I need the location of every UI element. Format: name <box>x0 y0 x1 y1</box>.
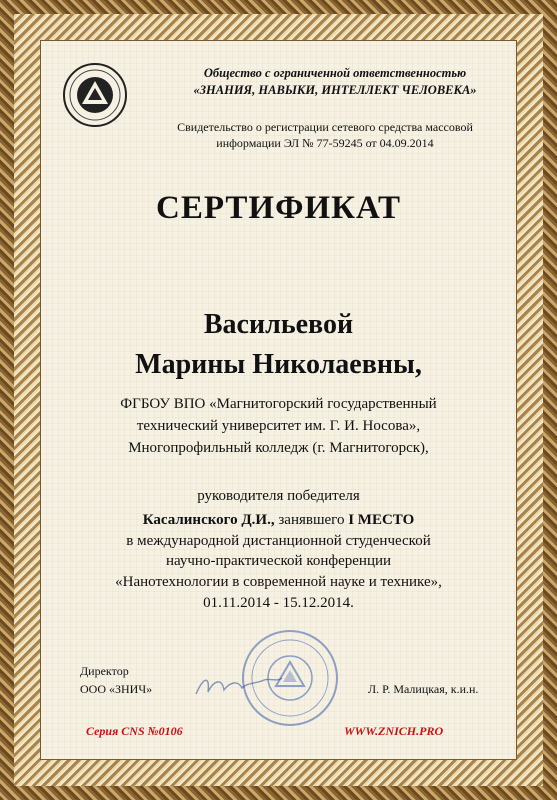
company-logo-icon <box>62 62 128 128</box>
institution-line-2: технический университет им. Г. И. Носова», <box>136 418 421 434</box>
winner-name: Касалинского Д.И., <box>142 512 275 528</box>
award-line-5: «Нанотехнологии в современной науке и технике», <box>115 574 442 590</box>
award-winner-line <box>60 512 497 529</box>
recipient-surname: Васильевой <box>203 309 354 340</box>
winner-mid-text: занявшего <box>274 512 349 528</box>
certificate-series: Серия CNS №0106 <box>86 724 183 738</box>
signer-position: Директор <box>80 664 129 678</box>
signer-company: ООО «ЗНИЧ» <box>80 682 153 696</box>
org-line-1: Общество с ограниченной ответственностью <box>203 66 467 80</box>
institution-line-1: ФГБОУ ВПО «Магнитогорский государственный <box>120 396 437 412</box>
certificate-title: СЕРТИФИКАТ <box>156 190 401 226</box>
award-place: I МЕСТО <box>348 512 415 528</box>
recipient-given-names: Марины Николаевны, <box>135 349 422 380</box>
institution-line-3: Многопрофильный колледж (г. Магнитогорск), <box>128 440 429 456</box>
award-line-3: в международной дистанционной студенческой <box>126 533 431 549</box>
website-link[interactable]: WWW.ZNICH.PRO <box>344 724 444 738</box>
award-line-4: научно-практической конференции <box>165 553 392 569</box>
award-role: руководителя победителя <box>197 488 360 504</box>
registration-line-1: Свидетельство о регистрации сетевого средства массовой <box>177 120 473 134</box>
org-line-2: «ЗНАНИЯ, НАВЫКИ, ИНТЕЛЛЕКТ ЧЕЛОВЕКА» <box>193 83 477 97</box>
registration-line-2: информации ЭЛ № 77-59245 от 04.09.2014 <box>216 136 434 150</box>
award-dates: 01.11.2014 - 15.12.2014. <box>203 595 354 611</box>
handwritten-signature-icon <box>194 672 284 700</box>
signer-name: Л. Р. Малицкая, к.и.н. <box>368 682 479 696</box>
